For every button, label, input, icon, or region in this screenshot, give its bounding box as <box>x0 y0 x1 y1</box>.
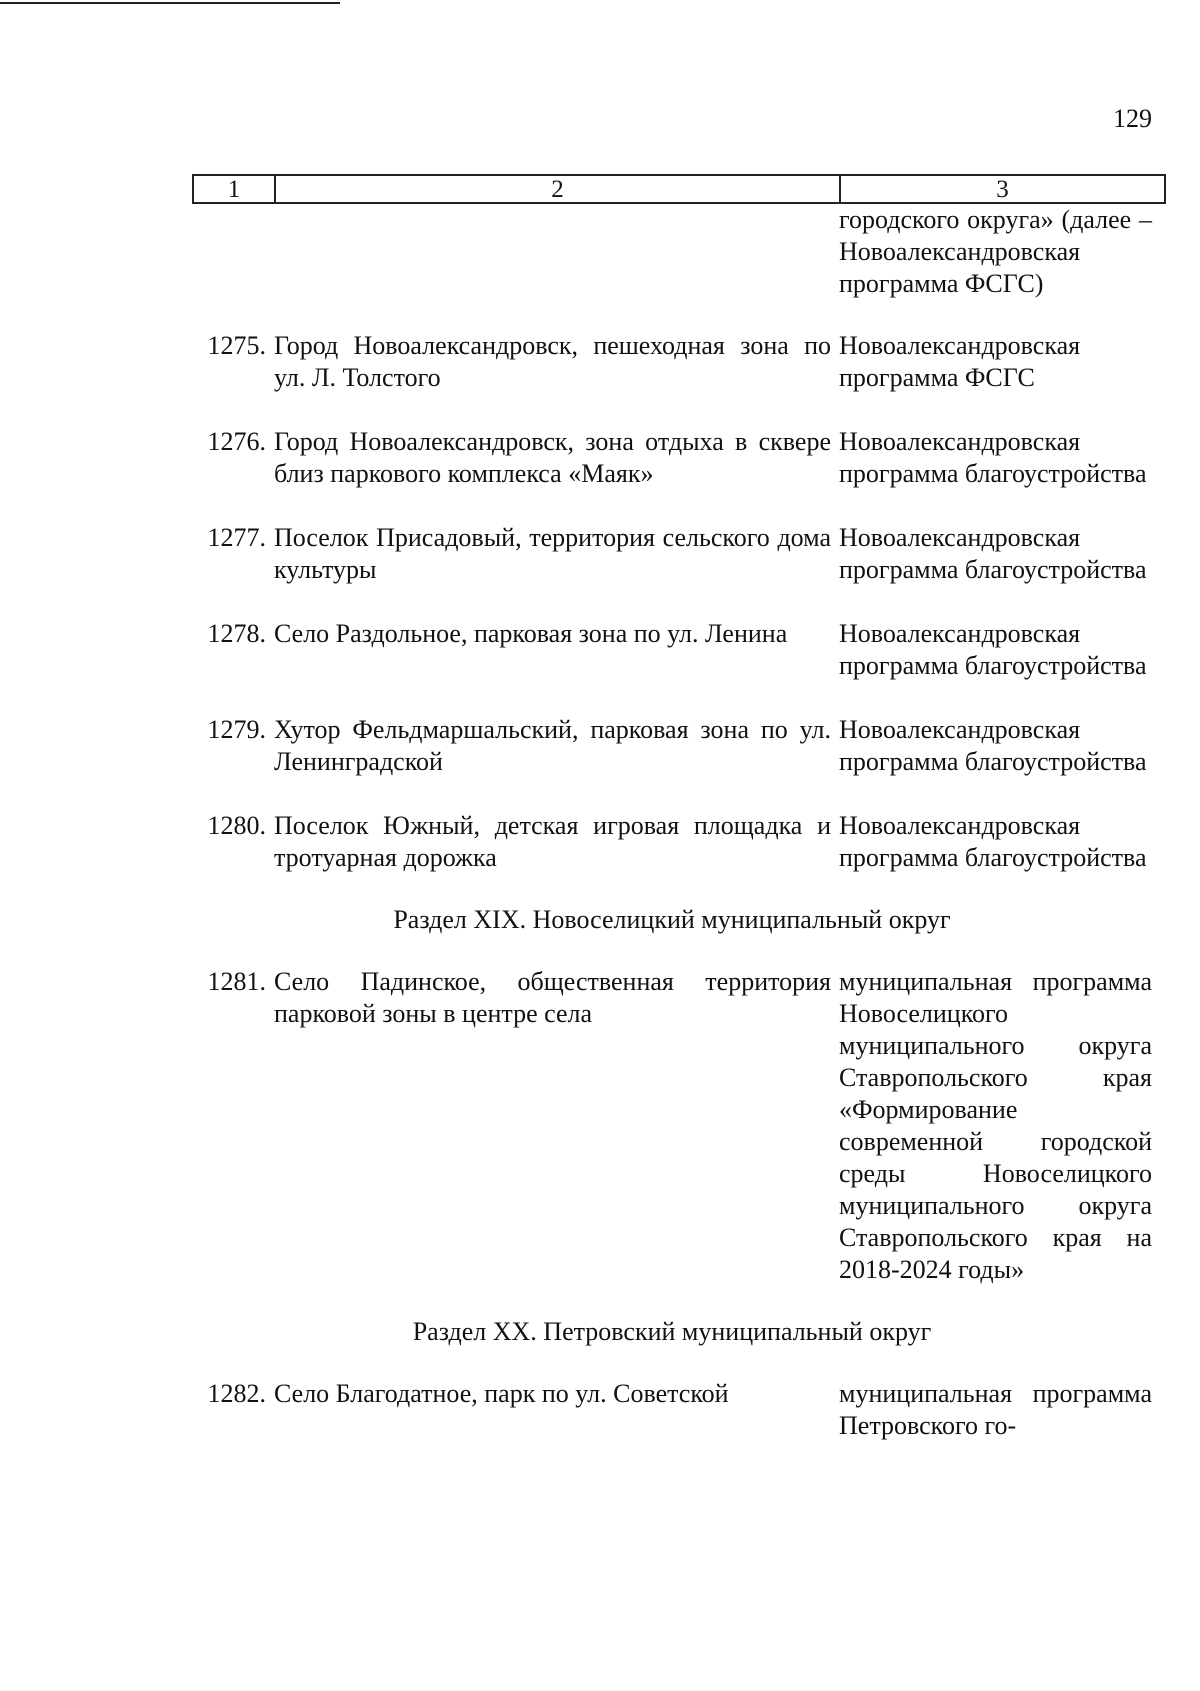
section-title-xx: Раздел XX. Петровский муниципальный округ <box>412 1317 932 1346</box>
row-number: 1282. <box>207 1379 266 1408</box>
row-program: муниципальная программа Петровского го- <box>839 1379 1152 1440</box>
table-row <box>192 522 1152 586</box>
row-name: Город Новоалександровск, зона отдыха в сквере близ паркового комплекса «Маяк» <box>274 427 831 488</box>
row-number: 1275. <box>207 331 266 360</box>
row-program: Новоалександровская программа благоустройства <box>839 427 1147 488</box>
row-number: 1276. <box>207 427 266 456</box>
row-program: Новоалександровская программа благоустройства <box>839 523 1147 584</box>
row-number: 1278. <box>207 619 266 648</box>
table-row <box>192 714 1152 778</box>
row-name <box>274 204 839 300</box>
column-number-1: 1 <box>194 176 276 202</box>
row-name: Поселок Присадовый, территория сельского дома культуры <box>274 523 831 584</box>
row-program: Новоалександровская программа благоустройства <box>839 811 1147 872</box>
table-row <box>192 966 1152 1286</box>
section-title-xix: Раздел XIX. Новоселицкий муниципальный округ <box>393 905 951 934</box>
row-number <box>192 204 274 300</box>
row-program: муниципальная программа Новоселицкого муниципального округа Ставропольского края «Формирование современной городской среды Новоселицкого муниципального округа Ставропольского края на 2018-2024 годы» <box>839 967 1152 1284</box>
row-number: 1279. <box>207 715 266 744</box>
continuation-row <box>192 204 1152 300</box>
row-number: 1281. <box>207 967 266 996</box>
row-program: Новоалександровская программа благоустройства <box>839 619 1147 680</box>
row-name: Поселок Южный, детская игровая площадка и тротуарная дорожка <box>274 811 831 872</box>
column-number-2: 2 <box>276 176 841 202</box>
row-name: Хутор Фельдмаршальский, парковая зона по ул. Ленинградской <box>274 715 831 776</box>
row-number: 1280. <box>207 811 266 840</box>
row-program: городского округа» (далее – Новоалександровская программа ФСГС) <box>839 205 1152 298</box>
column-number-3: 3 <box>996 175 1009 203</box>
table-header <box>192 174 1166 204</box>
document-content <box>192 204 1152 1474</box>
top-rule <box>0 2 340 4</box>
row-program: Новоалександровская программа ФСГС <box>839 331 1081 392</box>
row-name: Город Новоалександровск, пешеходная зона по ул. Л. Толстого <box>274 331 831 392</box>
row-name: Село Благодатное, парк по ул. Советской <box>274 1379 729 1408</box>
row-program: Новоалександровская программа благоустройства <box>839 715 1147 776</box>
table-row <box>192 810 1152 874</box>
table-row <box>192 426 1152 490</box>
table-row <box>192 330 1152 394</box>
row-number: 1277. <box>207 523 266 552</box>
row-name: Село Падинское, общественная территория парковой зоны в центре села <box>274 967 831 1028</box>
table-row <box>192 618 1152 682</box>
row-name: Село Раздольное, парковая зона по ул. Ленина <box>274 619 788 648</box>
table-row <box>192 1378 1152 1442</box>
page-number: 129 <box>1113 104 1152 133</box>
